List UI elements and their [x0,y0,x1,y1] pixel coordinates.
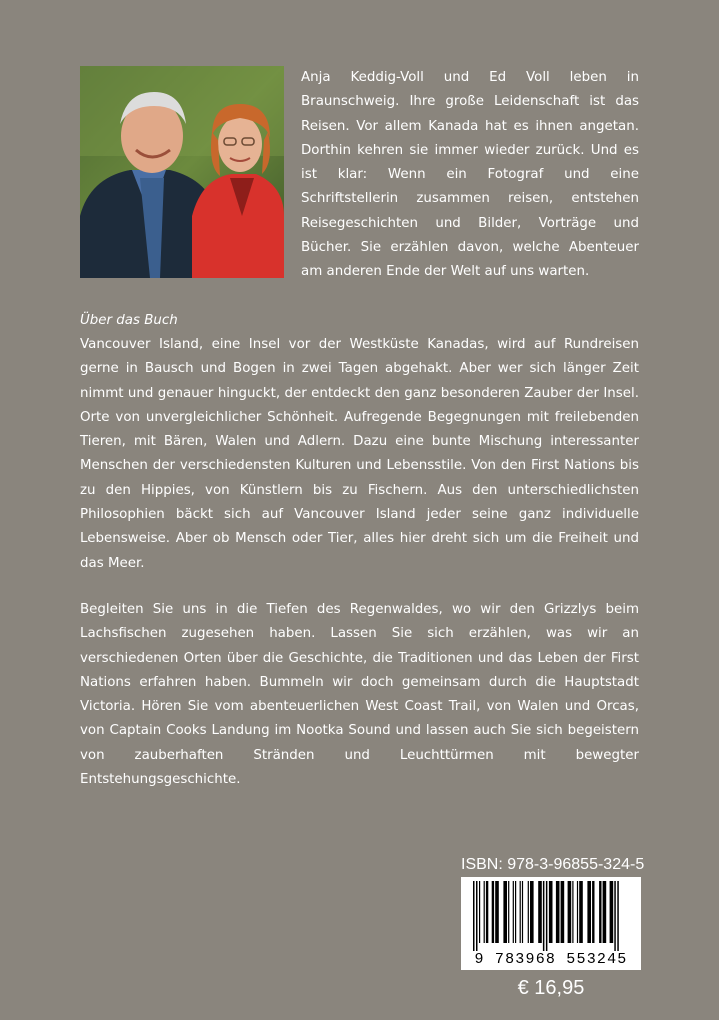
barcode-bar [577,881,578,943]
barcode-digits: 9 783968 553245 [474,951,628,968]
book-description-paragraph: Vancouver Island, eine Insel vor der Westküste Kanadas, wird auf Rundreisen gerne in Bausch und Bogen in zwei Tagen abgehakt. Aber wer sich länger Zeit nimmt und genauer hinguckt, der entdeckt den ganz besonderen Zauber der Insel. Orte von unvergleichlicher Schönheit. Aufregende Begegnungen mit freilebenden Tieren, mit Bären, Walen und Adlern. Dazu eine bunte Mischung interessanter Menschen der verschiedensten Kulturen und Lebensstile. Von den First Nations bis zu den Hippies, von Künstlern bis zu Fischern. Aus den unterschiedlichsten Philosophien bäckt sich auf Vancouver Island jeder seine ganz individuelle Lebensweise. Aber ob Mensch oder Tier, alles hier dreht sich um die Freiheit und das Meer. [80,337,639,571]
barcode-bar [614,881,616,951]
barcode-bar [549,881,553,943]
barcode [461,877,641,970]
author-photo [80,66,284,278]
barcode-bar [520,881,521,943]
barcode-bar [508,881,509,943]
author-bio: Anja Keddig-Voll und Ed Voll leben in Braunschweig. Ihre große Leidenschaft ist das Reisen. Vor allem Kanada hat es ihnen angetan. Dorthin kehren sie immer wieder zurück. Und es ist klar: Wenn ein Fotograf und eine Schriftstellerin zusammen reisen, entstehen Reisegeschichten und Bilder, Vorträge und Bücher. Sie erzählen davon, welche Abenteuer am anderen Ende der Welt auf uns warten. [301,70,639,280]
barcode-bar [587,881,591,943]
book-description-paragraph: Begleiten Sie uns in die Tiefen des Regenwaldes, wo wir den Grizzlys beim Lachsfischen zugesehen haben. Lassen Sie sich erzählen, was wir an verschiedenen Orten über die Geschichte, die Traditionen und das Leben der First Nations erfahren haben. Bummeln wir doch gemeinsam durch die Hauptstadt Victoria. Hören Sie vom abenteuerlichen West Coast Trail, von Walen und Orcas, von Captain Cooks Landung im Nootka Sound und lassen auch Sie sich begeistern von zauberhaften Stränden und Leuchttürmen mit bewegter Entstehungsgeschichte. [80,602,639,788]
barcode-bar [530,881,534,943]
barcode-bar [484,881,485,943]
barcode-bar [561,881,565,943]
barcode-bar [528,881,529,943]
barcode-bar [556,881,560,943]
barcode-bar [538,881,542,943]
barcode-bars [461,877,641,953]
barcode-bar [610,881,614,943]
author-photo-illustration [80,66,284,278]
barcode-bar [515,881,516,943]
price: € 16,95 [517,977,585,999]
section-heading: Über das Buch [80,313,178,328]
barcode-bar [617,881,619,951]
barcode-bar [546,881,548,951]
barcode-bar [522,881,523,943]
barcode-bar [572,881,573,943]
barcode-bar [513,881,514,943]
barcode-bar [486,881,488,943]
barcode-bar [579,881,583,943]
isbn-label: ISBN: 978-3-96855-324-5 [461,856,645,873]
barcode-bar [473,881,475,951]
barcode-bar [568,881,572,943]
barcode-bar [495,881,499,943]
barcode-bar [599,881,601,943]
barcode-bar [603,881,607,943]
barcode-bar [479,881,480,943]
barcode-bar [492,881,494,943]
barcode-bar [476,881,478,951]
barcode-bar [543,881,545,951]
barcode-bar [503,881,507,943]
barcode-bar [592,881,594,943]
